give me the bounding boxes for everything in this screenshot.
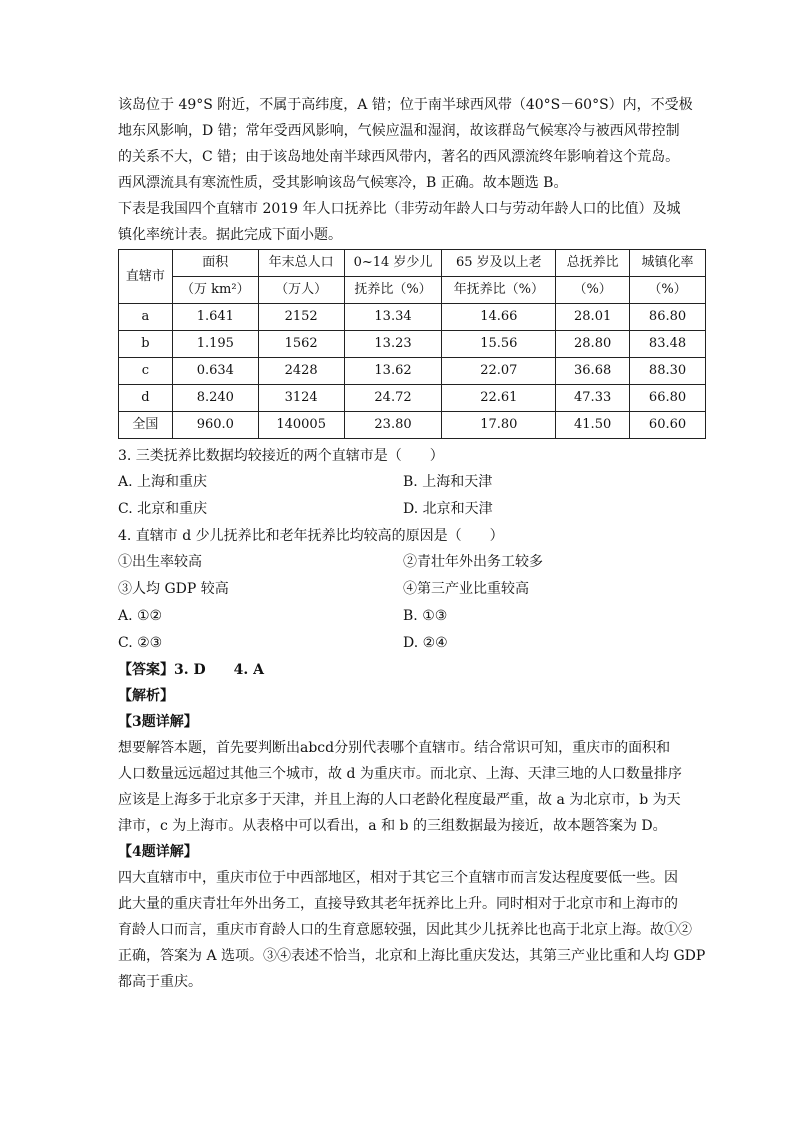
header-cell: （%） — [630, 277, 706, 304]
table-cell: 1562 — [258, 331, 344, 358]
option-b: B. ①③ — [403, 608, 448, 624]
table-cell: b — [119, 331, 173, 358]
header-cell: 0~14 岁少儿 — [344, 250, 442, 277]
table-cell: 13.62 — [344, 358, 442, 385]
table-cell: d — [119, 385, 173, 412]
text-line: 都高于重庆。 — [118, 974, 202, 990]
intro-text — [118, 92, 708, 248]
header-cell: （万人） — [258, 277, 344, 304]
table-cell: 60.60 — [630, 412, 706, 439]
table-cell: 28.80 — [556, 331, 630, 358]
statement-list — [118, 549, 708, 603]
option-c: C. ②③ — [118, 635, 163, 651]
question-stem: 3. 三类抚养比数据均较接近的两个直辖市是（ ） — [118, 448, 444, 464]
question-stem: 4. 直辖市 d 少儿抚养比和老年抚养比均较高的原因是（ ） — [118, 528, 504, 544]
statement-item: ③人均 GDP 较高 — [118, 581, 229, 597]
question-3 — [118, 443, 708, 523]
text-line: 人口数量远远超过其他三个城市，故 d 为重庆市。而北京、上海、天津三地的人口数量排序 — [118, 766, 682, 782]
analysis-label: 【解析】 — [118, 688, 174, 704]
table-row — [119, 358, 706, 385]
header-cell: 65 岁及以上老 — [442, 250, 556, 277]
table-cell: 960.0 — [172, 412, 258, 439]
option-a: A. ①② — [118, 608, 163, 624]
text-line: 应该是上海多于北京多于天津，并且上海的人口老龄化程度最严重，故 a 为北京市，b 为天 — [118, 792, 681, 808]
option-b: B. 上海和天津 — [403, 474, 493, 490]
table-cell: 22.07 — [442, 358, 556, 385]
table-cell: 8.240 — [172, 385, 258, 412]
table-cell: 1.641 — [172, 304, 258, 331]
text-line: 想要解答本题，首先要判断出abcd分别代表哪个直辖市。结合常识可知，重庆市的面积和 — [118, 740, 671, 756]
header-city: 直辖市 — [119, 250, 173, 304]
table-cell: 88.30 — [630, 358, 706, 385]
text-line: 的关系不大，C 错；由于该岛地处南半球西风带内，著名的西风漂流终年影响着这个荒岛。 — [118, 149, 680, 165]
header-cell: （万 km²） — [172, 277, 258, 304]
table-cell: 15.56 — [442, 331, 556, 358]
table-cell: 83.48 — [630, 331, 706, 358]
table-cell: 0.634 — [172, 358, 258, 385]
table-cell: 36.68 — [556, 358, 630, 385]
table-cell: 86.80 — [630, 304, 706, 331]
table-cell: a — [119, 304, 173, 331]
answer-line: 【答案】3. D 4. A — [118, 662, 264, 678]
option-d: D. ②④ — [403, 635, 448, 651]
table-row — [119, 412, 706, 439]
statement-item: ④第三产业比重较高 — [403, 581, 529, 597]
header-cell: 城镇化率 — [630, 250, 706, 277]
table-cell: 2428 — [258, 358, 344, 385]
option-list — [118, 603, 708, 657]
table-cell: 140005 — [258, 412, 344, 439]
table-header-row-2 — [119, 277, 706, 304]
table-cell: 23.80 — [344, 412, 442, 439]
option-d: D. 北京和天津 — [403, 501, 493, 517]
table-cell: 14.66 — [442, 304, 556, 331]
table-cell: 2152 — [258, 304, 344, 331]
table-header-row-1 — [119, 250, 706, 277]
text-line: 育龄人口而言，重庆市育龄人口的生育意愿较强，因此其少儿抚养比也高于北京上海。故①② — [118, 922, 692, 938]
option-c: C. 北京和重庆 — [118, 501, 208, 517]
table-cell: c — [119, 358, 173, 385]
table-cell: 66.80 — [630, 385, 706, 412]
option-list — [118, 469, 708, 523]
header-cell: 年末总人口 — [258, 250, 344, 277]
table-row — [119, 385, 706, 412]
statement-item: ①出生率较高 — [118, 554, 202, 570]
q3-detail — [118, 735, 708, 839]
q4-detail-label: 【4题详解】 — [118, 844, 198, 860]
header-cell: （%） — [556, 277, 630, 304]
text-line: 镇化率统计表。据此完成下面小题。 — [118, 227, 342, 243]
statement-item: ②青壮年外出务工较多 — [403, 554, 543, 570]
text-line: 地东风影响，D 错；常年受西风影响，气候应温和湿润，故该群岛气候寒冷与被西风带控制 — [118, 123, 680, 139]
table-cell: 41.50 — [556, 412, 630, 439]
option-a: A. 上海和重庆 — [118, 474, 208, 490]
text-line: 津市，c 为上海市。从表格中可以看出，a 和 b 的三组数据最为接近，故本题答案为 D。 — [118, 818, 667, 834]
table-cell: 24.72 — [344, 385, 442, 412]
question-4 — [118, 523, 708, 657]
text-line: 该岛位于 49°S 附近，不属于高纬度，A 错；位于南半球西风带（40°S－60°S）内，不受极 — [118, 97, 693, 113]
table-row — [119, 331, 706, 358]
q4-detail — [118, 865, 708, 995]
table-cell: 28.01 — [556, 304, 630, 331]
text-line: 四大直辖市中，重庆市位于中西部地区，相对于其它三个直辖市而言发达程度要低一些。因 — [118, 870, 678, 886]
text-line: 下表是我国四个直辖市 2019 年人口抚养比（非劳动年龄人口与劳动年龄人口的比值）及城 — [118, 201, 681, 217]
table-cell: 47.33 — [556, 385, 630, 412]
table-row — [119, 304, 706, 331]
table-cell: 全国 — [119, 412, 173, 439]
text-line: 西风漂流具有寒流性质，受其影响该岛气候寒冷，B 正确。故本题选 B。 — [118, 175, 568, 191]
table-cell: 13.34 — [344, 304, 442, 331]
header-cell: 面积 — [172, 250, 258, 277]
table-cell: 22.61 — [442, 385, 556, 412]
population-table — [118, 249, 706, 439]
table-cell: 3124 — [258, 385, 344, 412]
header-cell: 总抚养比 — [556, 250, 630, 277]
document-page — [118, 92, 708, 995]
table-cell: 13.23 — [344, 331, 442, 358]
table-cell: 1.195 — [172, 331, 258, 358]
text-line: 此大量的重庆青壮年外出务工，直接导致其老年抚养比上升。同时相对于北京市和上海市的 — [118, 896, 678, 912]
header-cell: 抚养比（%） — [344, 277, 442, 304]
header-cell: 年抚养比（%） — [442, 277, 556, 304]
text-line: 正确，答案为 A 选项。③④表述不恰当，北京和上海比重庆发达，其第三产业比重和人均 GDP — [118, 948, 706, 964]
table-cell: 17.80 — [442, 412, 556, 439]
q3-detail-label: 【3题详解】 — [118, 714, 198, 730]
